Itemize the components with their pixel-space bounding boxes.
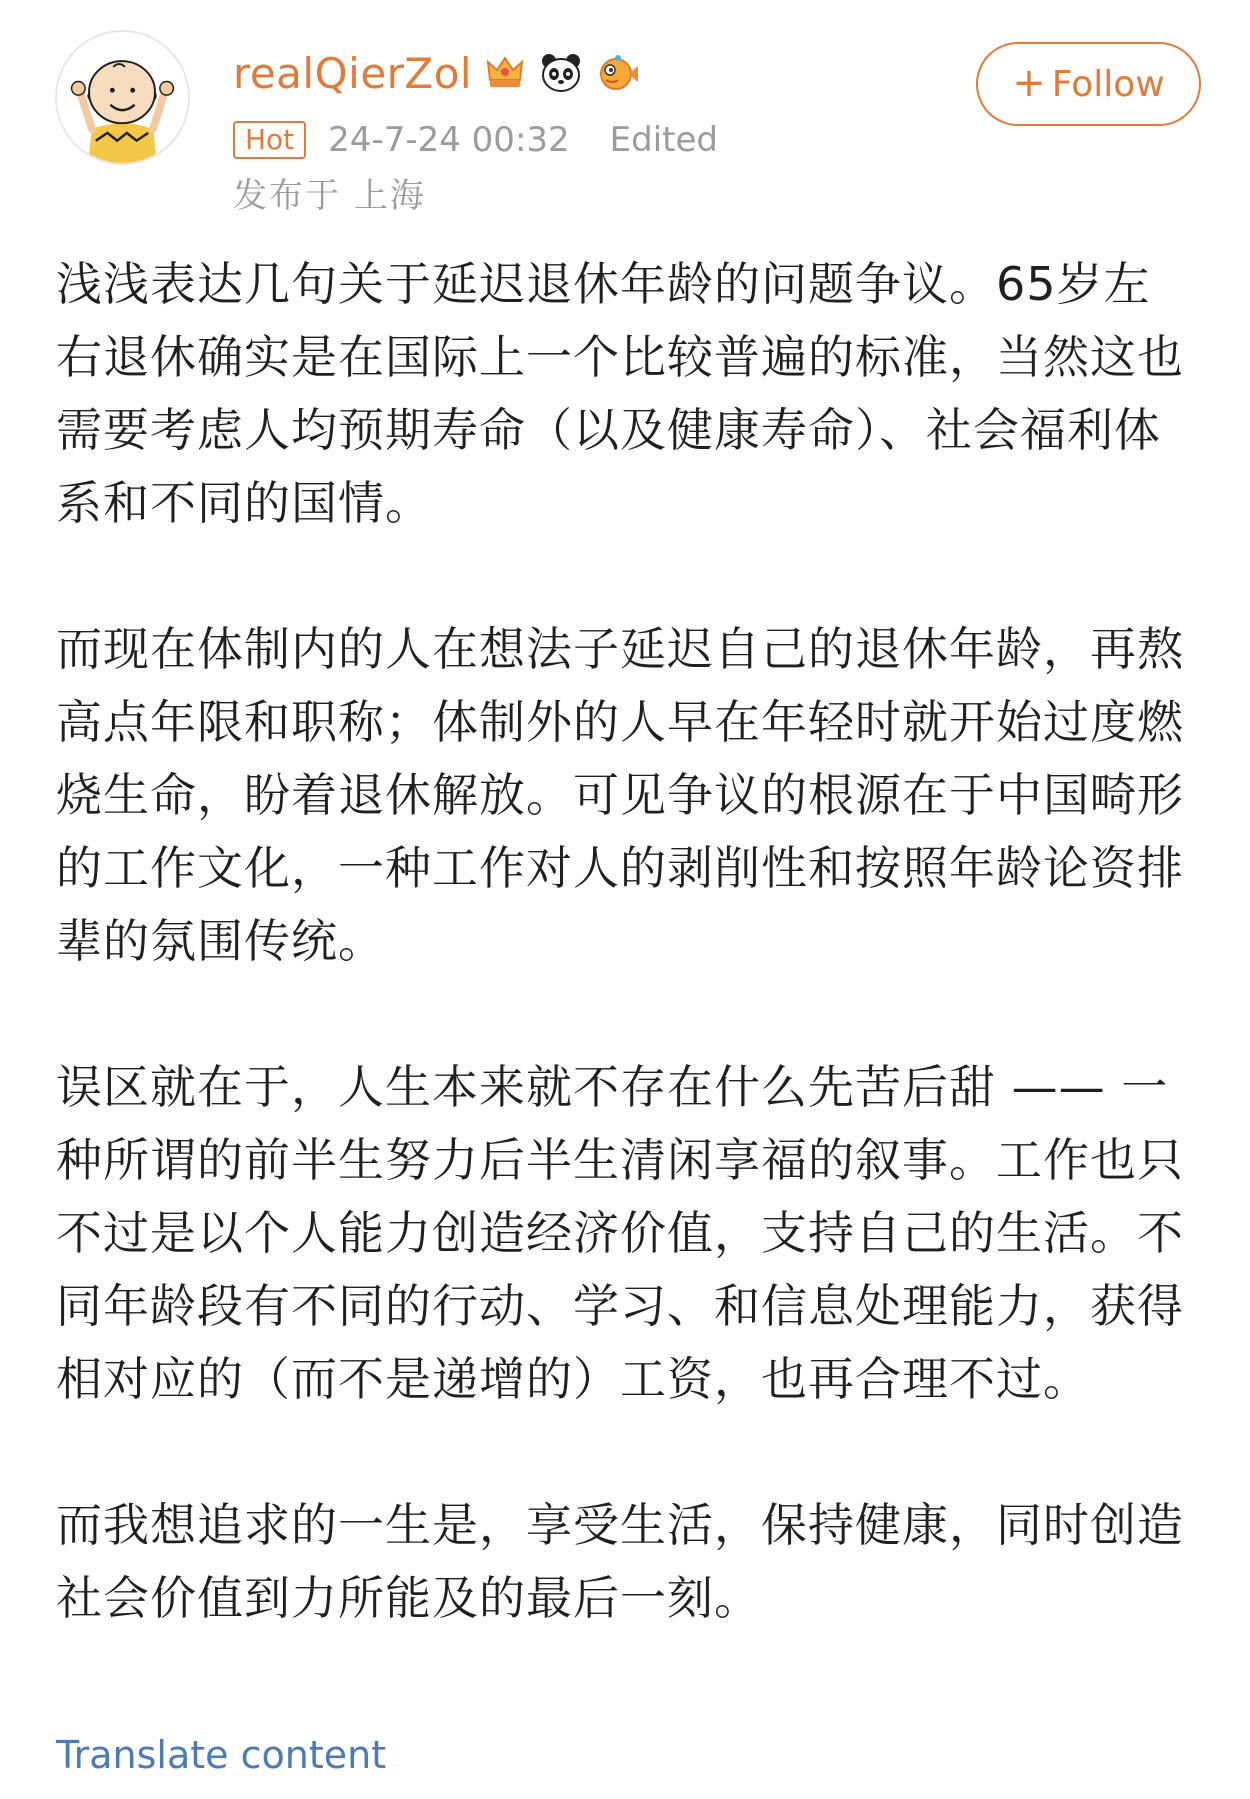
post-location: 发布于 上海	[233, 176, 426, 216]
panda-badge-icon[interactable]	[538, 50, 584, 96]
post-paragraph: 浅浅表达几句关于延迟退休年龄的问题争议。65岁左右退休确实是在国际上一个比较普遍的标准，当然这也需要考虑人均预期寿命（以及健康寿命）、社会福利体系和不同的国情。	[56, 257, 1184, 530]
plus-icon: +	[1012, 60, 1046, 106]
username[interactable]: realQierZol	[233, 48, 473, 98]
post-paragraph: 而现在体制内的人在想法子延迟自己的退休年龄，再熬高点年限和职称；体制外的人早在年轻时就开始过度燃烧生命，盼着退休解放。可见争议的根源在于中国畸形的工作文化，一种工作对人的剥削性和按照年龄论资排辈的氛围传统。	[56, 622, 1184, 968]
crown-badge-icon[interactable]	[482, 50, 528, 96]
translate-content-link[interactable]: Translate content	[56, 1733, 387, 1777]
fish-badge-icon[interactable]	[594, 50, 640, 96]
post-body	[56, 248, 1196, 1635]
charlie-brown-avatar-icon	[57, 32, 188, 163]
hot-badge: Hot	[233, 121, 306, 159]
post-paragraph: 误区就在于，人生本来就不存在什么先苦后甜 —— 一种所谓的前半生努力后半生清闲享福的叙事。工作也只不过是以个人能力创造经济价值，支持自己的生活。不同年龄段有不同的行动、学习、和信息处理能力，获得相对应的（而不是递增的）工资，也再合理不过。	[56, 1060, 1184, 1406]
post-timestamp: 24-7-24 00:32	[328, 120, 570, 160]
follow-label: Follow	[1051, 63, 1165, 105]
author-row	[233, 42, 640, 104]
follow-button[interactable]	[976, 42, 1201, 126]
post-meta	[233, 116, 718, 164]
post-paragraph: 而我想追求的一生是，享受生活，保持健康，同时创造社会价值到力所能及的最后一刻。	[56, 1498, 1184, 1625]
edited-label[interactable]: Edited	[609, 120, 719, 160]
avatar[interactable]	[55, 30, 190, 165]
